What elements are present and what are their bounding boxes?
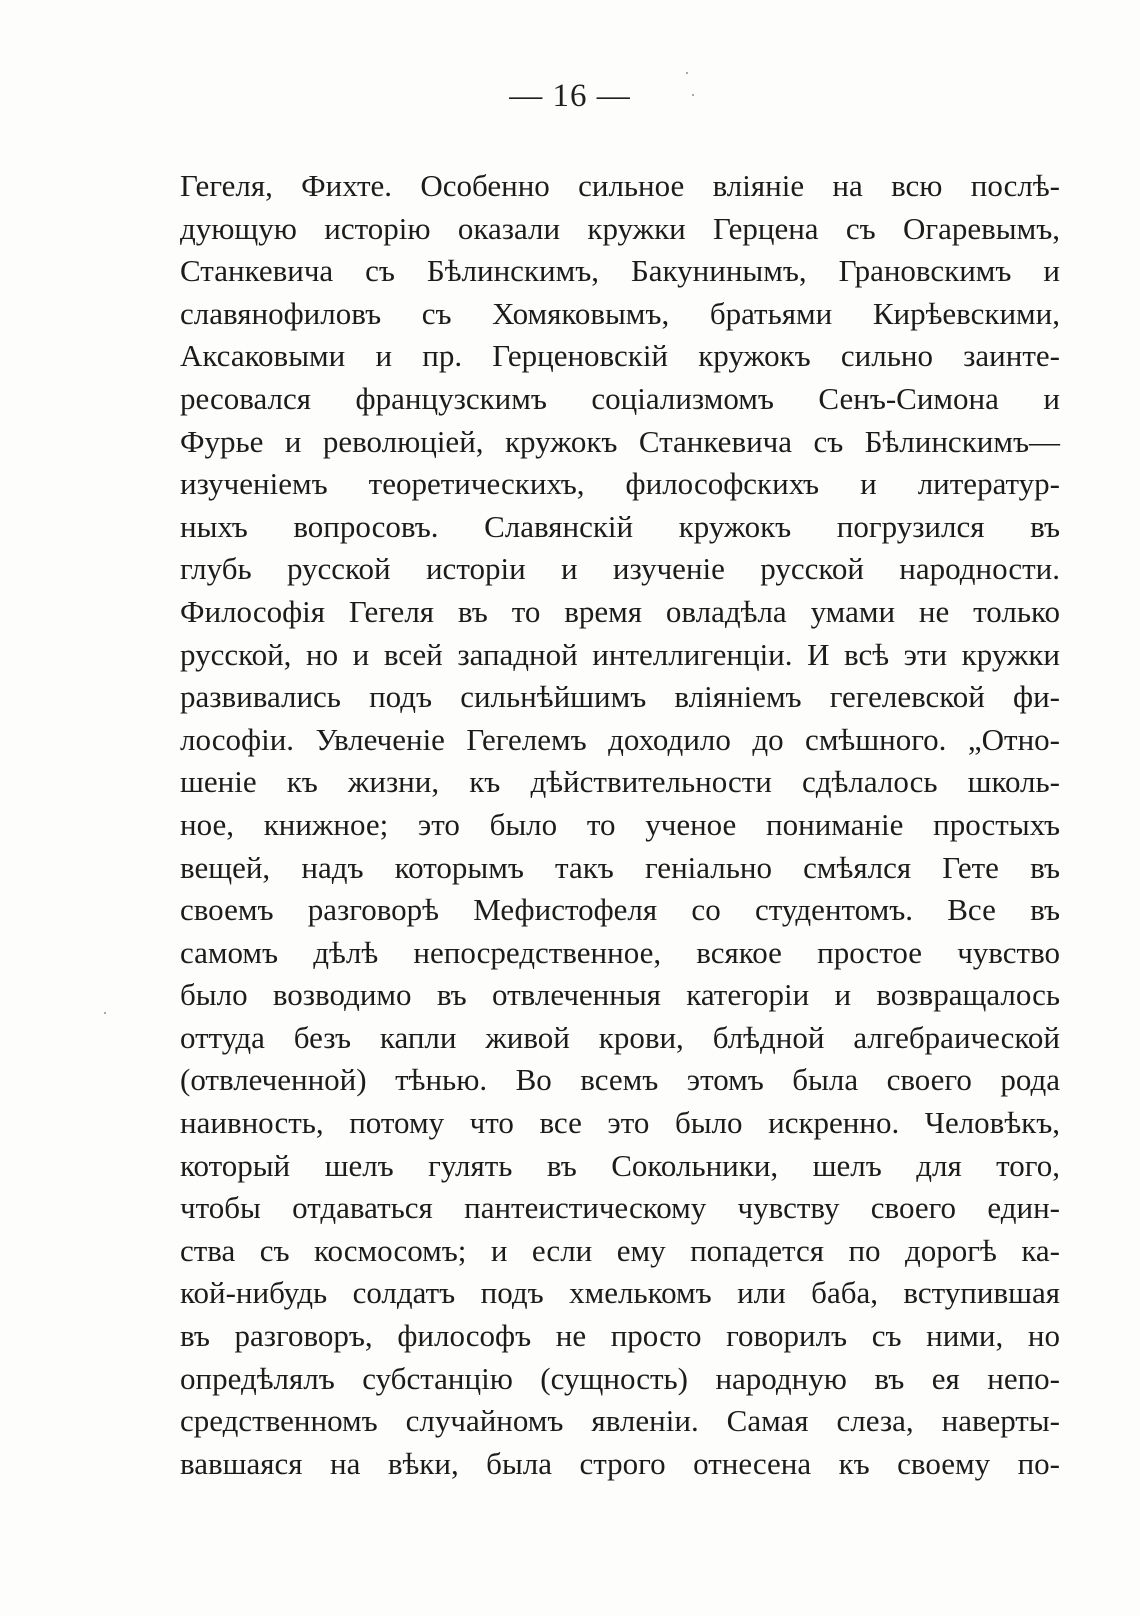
text-line: вавшаяся на вѣки, была строго отнесена къ своему по- bbox=[180, 1445, 1060, 1481]
text-line: наивность, потому что все это было искренно. Человѣкъ, bbox=[180, 1105, 1060, 1141]
print-speck bbox=[692, 94, 694, 96]
text-line: самомъ дѣлѣ непосредственное, всякое простое чувство bbox=[180, 934, 1060, 970]
text-line: Гегеля, Фихте. Особенно сильное вліяніе на всю послѣ- bbox=[180, 168, 1060, 203]
text-line: славянофиловъ съ Хомяковымъ, братьями Кирѣевскими, bbox=[180, 295, 1060, 331]
text-line: вещей, надъ которымъ такъ геніально смѣялся Гете въ bbox=[180, 849, 1060, 885]
print-speck bbox=[104, 1012, 106, 1014]
text-line: (отвлеченной) тѣнью. Во всемъ этомъ была своего рода bbox=[180, 1062, 1060, 1098]
text-line: дующую исторію оказали кружки Герцена съ Огаревымъ, bbox=[180, 210, 1060, 246]
text-line: русской, но и всей западной интеллигенціи. И всѣ эти кружки bbox=[180, 636, 1060, 672]
text-line: средственномъ случайномъ явленіи. Самая слеза, наверты- bbox=[180, 1403, 1060, 1439]
text-line: ства съ космосомъ; и если ему попадется по дорогѣ ка- bbox=[180, 1232, 1060, 1268]
text-line: ное, книжное; это было то ученое пониманіе простыхъ bbox=[180, 806, 1060, 842]
text-line: Философія Гегеля въ то время овладѣла умами не только bbox=[180, 593, 1060, 629]
text-line: развивались подъ сильнѣйшимъ вліяніемъ гегелевской фи- bbox=[180, 679, 1060, 715]
body-text bbox=[180, 165, 1060, 1485]
text-line: Фурье и революціей, кружокъ Станкевича съ Бѣлинскимъ— bbox=[180, 423, 1060, 459]
text-line: который шелъ гулять въ Сокольники, шелъ для того, bbox=[180, 1147, 1060, 1183]
text-line: шеніе къ жизни, къ дѣйствительности сдѣлалось школь- bbox=[180, 764, 1060, 800]
text-line: своемъ разговорѣ Мефистофеля со студентомъ. Все въ bbox=[180, 892, 1060, 928]
text-line: чтобы отдаваться пантеистическому чувству своего един- bbox=[180, 1190, 1060, 1226]
text-line: оттуда безъ капли живой крови, блѣдной алгебраической bbox=[180, 1019, 1060, 1055]
text-line: ныхъ вопросовъ. Славянскій кружокъ погрузился въ bbox=[180, 508, 1060, 544]
text-line: глубь русской исторіи и изученіе русской народности. bbox=[180, 551, 1060, 587]
print-speck bbox=[686, 72, 688, 74]
text-line: было возводимо въ отвлеченныя категоріи и возвращалось bbox=[180, 977, 1060, 1013]
text-line: опредѣлялъ субстанцію (сущность) народную въ ея непо- bbox=[180, 1360, 1060, 1396]
text-line: Станкевича съ Бѣлинскимъ, Бакунинымъ, Грановскимъ и bbox=[180, 253, 1060, 289]
text-line: Аксаковыми и пр. Герценовскій кружокъ сильно заинте- bbox=[180, 338, 1060, 374]
text-line: кой-нибудь солдатъ подъ хмелькомъ или баба, вступившая bbox=[180, 1275, 1060, 1311]
text-line: изученіемъ теоретическихъ, философскихъ и литератур- bbox=[180, 466, 1060, 502]
page-number: — 16 — bbox=[509, 78, 631, 114]
text-line: лософіи. Увлеченіе Гегелемъ доходило до смѣшного. „Отно- bbox=[180, 721, 1060, 757]
text-line: ресовался французскимъ соціализмомъ Сенъ-Симона и bbox=[180, 380, 1060, 416]
text-line: въ разговоръ, философъ не просто говорилъ съ ними, но bbox=[180, 1318, 1060, 1354]
